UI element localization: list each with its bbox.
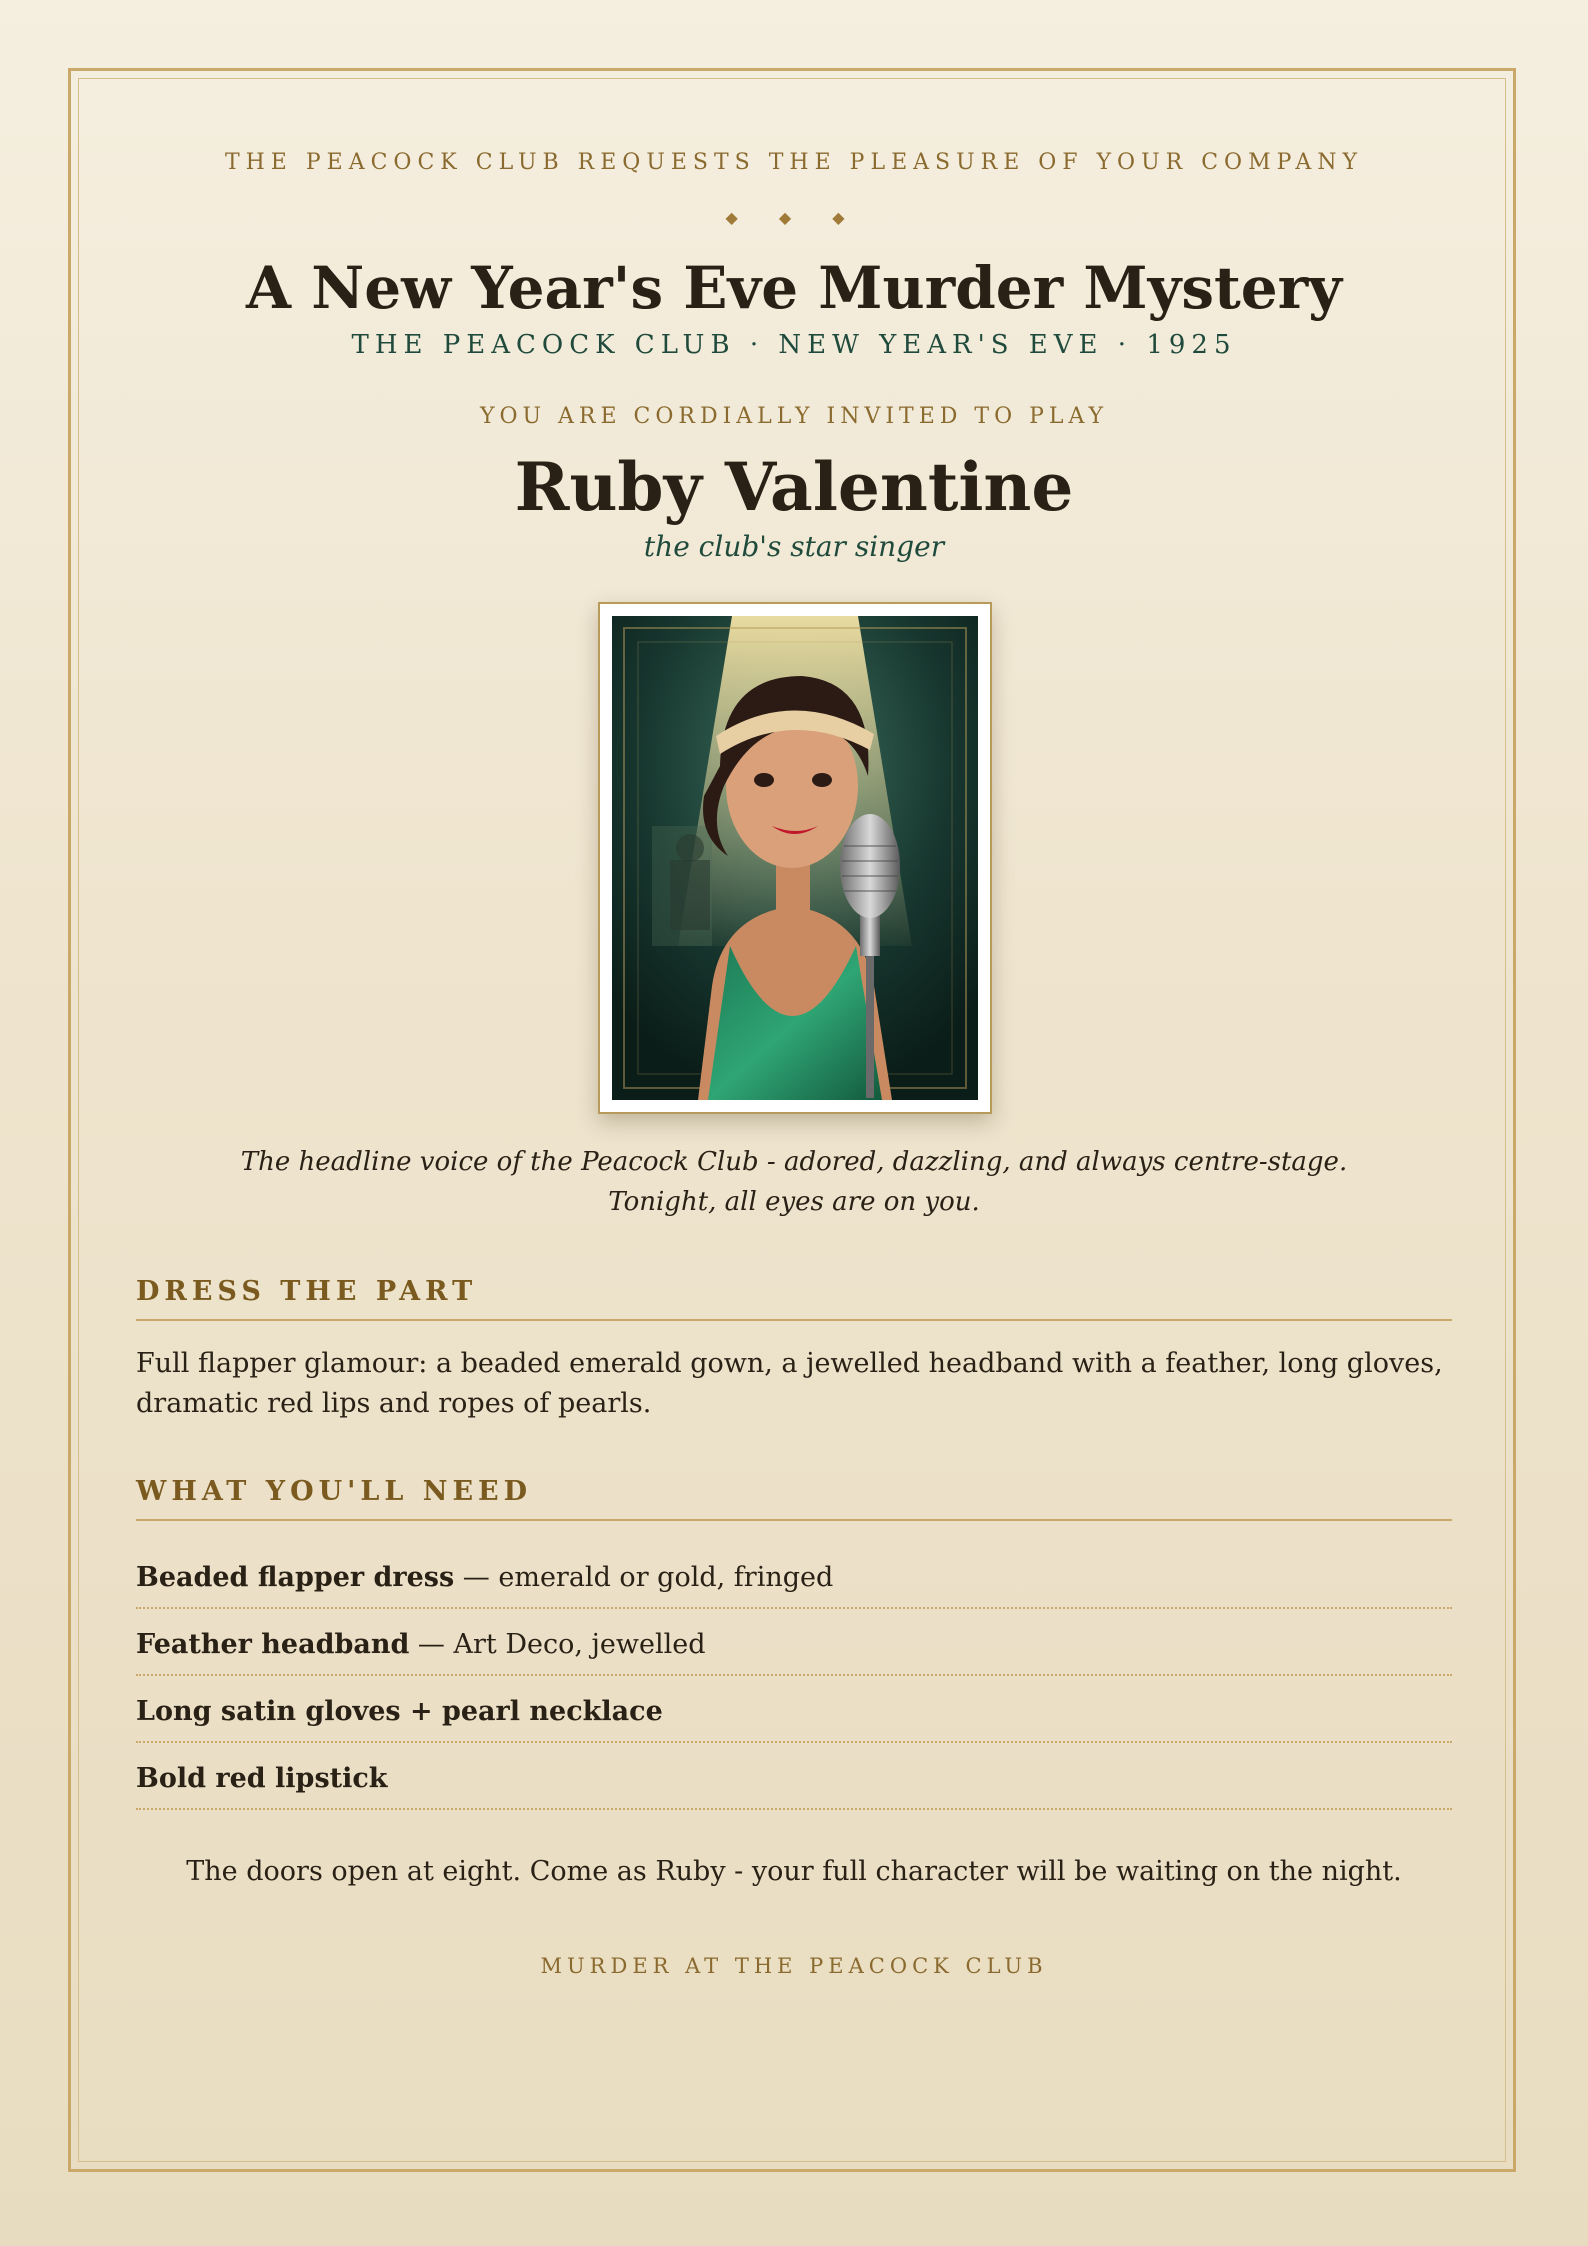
invitation-card [136,0,1452,2246]
portrait-svg [612,616,978,1100]
portrait-frame [598,602,992,1114]
eyebrow-text: THE PEACOCK CLUB REQUESTS THE PLEASURE OF YOUR COMPANY [224,150,1364,175]
footer-text: MURDER AT THE PEACOCK CLUB [540,1954,1048,1978]
item-name: Long satin gloves + pearl necklace [136,1696,663,1727]
invite-line: YOU ARE CORDIALLY INVITED TO PLAY [479,404,1109,429]
list-item [136,1676,1452,1743]
needs-list [136,1542,1452,1810]
item-name: Feather headband [136,1629,410,1660]
closing-text: The doors open at eight. Come as Ruby - your full character will be waiting on the night. [186,1856,1402,1887]
character-blurb: The headline voice of the Peacock Club - adored, dazzling, and always centre-stage. Tonight, all eyes are on you. [240,1147,1348,1217]
page-title: A New Year's Eve Murder Mystery [246,254,1342,322]
item-name: Bold red lipstick [136,1763,388,1794]
needs-heading: WHAT YOU'LL NEED [136,1476,1452,1521]
character-name: Ruby Valentine [514,448,1074,526]
singer-portrait-illustration [612,616,978,1100]
list-item [136,1743,1452,1810]
event-subtitle: THE PEACOCK CLUB · NEW YEAR'S EVE · 1925 [351,330,1237,360]
item-detail: — emerald or gold, fringed [454,1562,834,1593]
item-name: Beaded flapper dress [136,1562,455,1593]
diamond-ornament-icon: ◆ ◆ ◆ [725,208,863,227]
list-item [136,1609,1452,1676]
character-role: the club's star singer [643,530,945,563]
dress-heading: DRESS THE PART [136,1276,1452,1321]
list-item [136,1542,1452,1609]
dress-description: Full flapper glamour: a beaded emerald gown, a jewelled headband with a feather, long gloves, dramatic red lips and ropes of pearls. [136,1348,1443,1419]
item-detail: — Art Deco, jewelled [409,1629,706,1660]
